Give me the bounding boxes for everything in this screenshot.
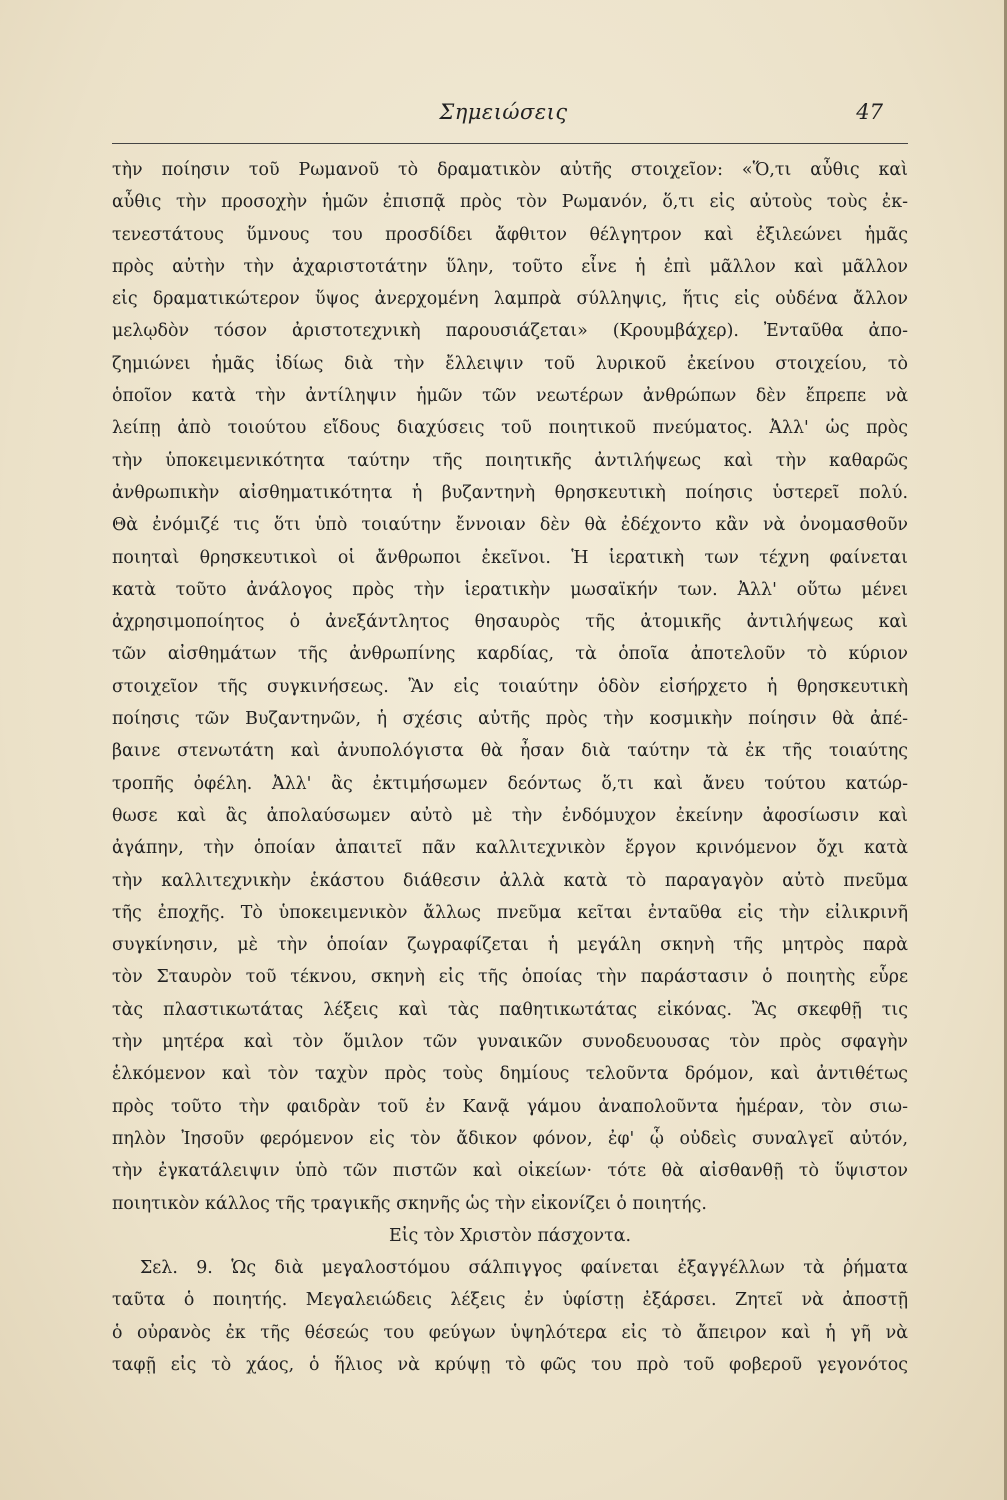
- text-line: τῆς ἐποχῆς. Τὸ ὑποκειμενικὸν ἄλλως πνεῦμα κεῖται ἐνταῦθα εἰς τὴν εἰλικρινῆ: [112, 902, 908, 923]
- text-line: ζημιώνει ἡμᾶς ἰδίως διὰ τὴν ἔλλειψιν τοῦ λυρικοῦ ἐκείνου στοιχείου, τὸ: [112, 353, 908, 374]
- text-line: ποιητικὸν κάλλος τῆς τραγικῆς σκηνῆς ὡς τὴν εἰκονίζει ὁ ποιητής.: [112, 1193, 707, 1214]
- text-line: Σελ. 9. Ὡς διὰ μεγαλοστόμου σάλπιγγος φαίνεται ἐξαγγέλλων τὰ ῥήματα: [140, 1258, 908, 1279]
- text-line: ποιηταὶ θρησκευτικοὶ οἱ ἄνθρωποι ἐκεῖνοι. Ἡ ἱερατικὴ των τέχνη φαίνεται: [112, 547, 908, 568]
- text-line: Θὰ ἐνόμιζέ τις ὅτι ὑπὸ τοιαύτην ἔννοιαν δὲν θὰ ἐδέχοντο κἂν νὰ ὀνομασθοῦν: [112, 515, 908, 536]
- text-line: τὸν Σταυρὸν τοῦ τέκνου, σκηνὴ εἰς τῆς ὁποίας τὴν παράστασιν ὁ ποιητὴς εὗρε: [112, 967, 908, 988]
- text-line: εἰς δραματικώτερον ὕψος ἀνερχομένη λαμπρὰ σύλληψις, ἥτις εἰς οὐδένα ἄλλον: [112, 289, 908, 310]
- text-line: λείπῃ ἀπὸ τοιούτου εἴδους διαχύσεις τοῦ ποιητικοῦ πνεύματος. Ἀλλ' ὡς πρὸς: [112, 418, 908, 439]
- text-line: τὴν μητέρα καὶ τὸν ὅμιλον τῶν γυναικῶν συνοδευουσας τὸν πρὸς σφαγὴν: [112, 1032, 908, 1053]
- text-line: θωσε καὶ ἂς ἀπολαύσωμεν αὐτὸ μὲ τὴν ἐνδόμυχον ἐκείνην ἀφοσίωσιν καὶ: [112, 805, 908, 826]
- text-line: τὴν ποίησιν τοῦ Ρωμανοῦ τὸ δραματικὸν αὐτῆς στοιχεῖον: «Ὅ,τι αὖθις καὶ: [112, 160, 908, 180]
- text-line: ταφῇ εἰς τὸ χάος, ὁ ἥλιος νὰ κρύψῃ τὸ φῶς του πρὸ τοῦ φοβεροῦ γεγονότος: [112, 1354, 908, 1375]
- text-line: τὴν καλλιτεχνικὴν ἑκάστου διάθεσιν ἀλλὰ κατὰ τὸ παραγαγὸν αὐτὸ πνεῦμα: [112, 870, 908, 891]
- text-line: στοιχεῖον τῆς συγκινήσεως. Ἂν εἰς τοιαύτην ὁδὸν εἰσήρχετο ἡ θρησκευτικὴ: [112, 676, 908, 697]
- text-line: ἀγάπην, τὴν ὁποίαν ἀπαιτεῖ πᾶν καλλιτεχνικὸν ἔργον κρινόμενον ὄχι κατὰ: [112, 838, 908, 859]
- text-line: μελῳδὸν τόσον ἀριστοτεχνικὴ παρουσιάζεται» (Κρουμβάχερ). Ἐνταῦθα ἀπο-: [112, 321, 908, 342]
- text-line: τὴν ὑποκειμενικότητα ταύτην τῆς ποιητικῆς ἀντιλήψεως καὶ τὴν καθαρῶς: [112, 450, 908, 471]
- text-line: τῶν αἰσθημάτων τῆς ἀνθρωπίνης καρδίας, τὰ ὁποῖα ἀποτελοῦν τὸ κύριον: [112, 644, 908, 665]
- text-line: πρὸς αὐτὴν τὴν ἀχαριστοτάτην ὕλην, τοῦτο εἶνε ἡ ἐπὶ μᾶλλον καὶ μᾶλλον: [112, 256, 908, 277]
- text-line: ὁ οὐρανὸς ἐκ τῆς θέσεώς του φεύγων ὑψηλότερα εἰς τὸ ἄπειρον καὶ ἡ γῆ νὰ: [112, 1322, 908, 1343]
- body-text: [112, 154, 908, 1381]
- text-line: ἀχρησιμοποίητος ὁ ἀνεξάντλητος θησαυρὸς τῆς ἀτομικῆς ἀντιλήψεως καὶ: [112, 612, 908, 633]
- paragraph-notes-romanos: [112, 154, 908, 1220]
- text-line: τροπῆς ὀφέλη. Ἀλλ' ἂς ἐκτιμήσωμεν δεόντως ὅ,τι καὶ ἄνευ τούτου κατώρ-: [112, 773, 908, 794]
- text-line: αὖθις τὴν προσοχὴν ἡμῶν ἐπισπᾷ πρὸς τὸν Ρωμανόν, ὅ,τι εἰς αὐτοὺς τοὺς ἐκ-: [112, 192, 908, 213]
- text-line: πηλὸν Ἰησοῦν φερόμενον εἰς τὸν ἄδικον φόνον, ἐφ' ᾧ οὐδεὶς συναλγεῖ αὐτόν,: [112, 1128, 908, 1149]
- text-line: ὁποῖον κατὰ τὴν ἀντίληψιν ἡμῶν τῶν νεωτέρων ἀνθρώπων δὲν ἔπρεπε νὰ: [112, 386, 908, 407]
- text-line: ἑλκόμενον καὶ τὸν ταχὺν πρὸς τοὺς δημίους τελοῦντα δρόμον, καὶ ἀντιθέτως: [112, 1064, 908, 1085]
- section-heading: Εἰς τὸν Χριστὸν πάσχοντα.: [389, 1225, 631, 1246]
- text-line: κατὰ τοῦτο ἀνάλογος πρὸς τὴν ἱερατικὴν μωσαϊκήν των. Ἀλλ' οὕτω μένει: [112, 579, 908, 600]
- text-line: πρὸς τοῦτο τὴν φαιδρὰν τοῦ ἐν Κανᾷ γάμου ἀναπολοῦντα ἡμέραν, τὸν σιω-: [112, 1096, 908, 1117]
- text-line: ἀνθρωπικὴν αἰσθηματικότητα ἡ βυζαντηνὴ θρησκευτικὴ ποίησις ὑστερεῖ πολύ.: [112, 482, 908, 503]
- text-line: βαινε στενωτάτη καὶ ἀνυπολόγιστα θὰ ἦσαν διὰ ταύτην τὰ ἐκ τῆς τοιαύτης: [112, 741, 908, 762]
- text-line: τὰς πλαστικωτάτας λέξεις καὶ τὰς παθητικωτάτας εἰκόνας. Ἂς σκεφθῇ τις: [112, 999, 908, 1020]
- running-title: Σημειώσεις: [439, 100, 568, 124]
- text-line: ποίησις τῶν Βυζαντηνῶν, ἡ σχέσις αὐτῆς πρὸς τὴν κοσμικὴν ποίησιν θὰ ἀπέ-: [112, 709, 908, 730]
- text-line: τὴν ἐγκατάλειψιν ὑπὸ τῶν πιστῶν καὶ οἰκείων· τότε θὰ αἰσθανθῇ τὸ ὕψιστον: [112, 1161, 908, 1182]
- running-head: [0, 100, 1007, 140]
- text-line: ταῦτα ὁ ποιητής. Μεγαλειώδεις λέξεις ἐν ὑφίστῃ ἐξάρσει. Ζητεῖ νὰ ἀποστῇ: [112, 1290, 908, 1311]
- page-number: 47: [856, 100, 883, 124]
- text-line: συγκίνησιν, μὲ τὴν ὁποίαν ζωγραφίζεται ἡ μεγάλη σκηνὴ τῆς μητρὸς παρὰ: [112, 935, 908, 956]
- header-rule: [112, 143, 908, 144]
- paragraph-page-9-note: [112, 1252, 908, 1381]
- text-line: τενεστάτους ὕμνους του προσδίδει ἄφθιτον θέλγητρον καὶ ἐξιλεώνει ἡμᾶς: [112, 224, 908, 245]
